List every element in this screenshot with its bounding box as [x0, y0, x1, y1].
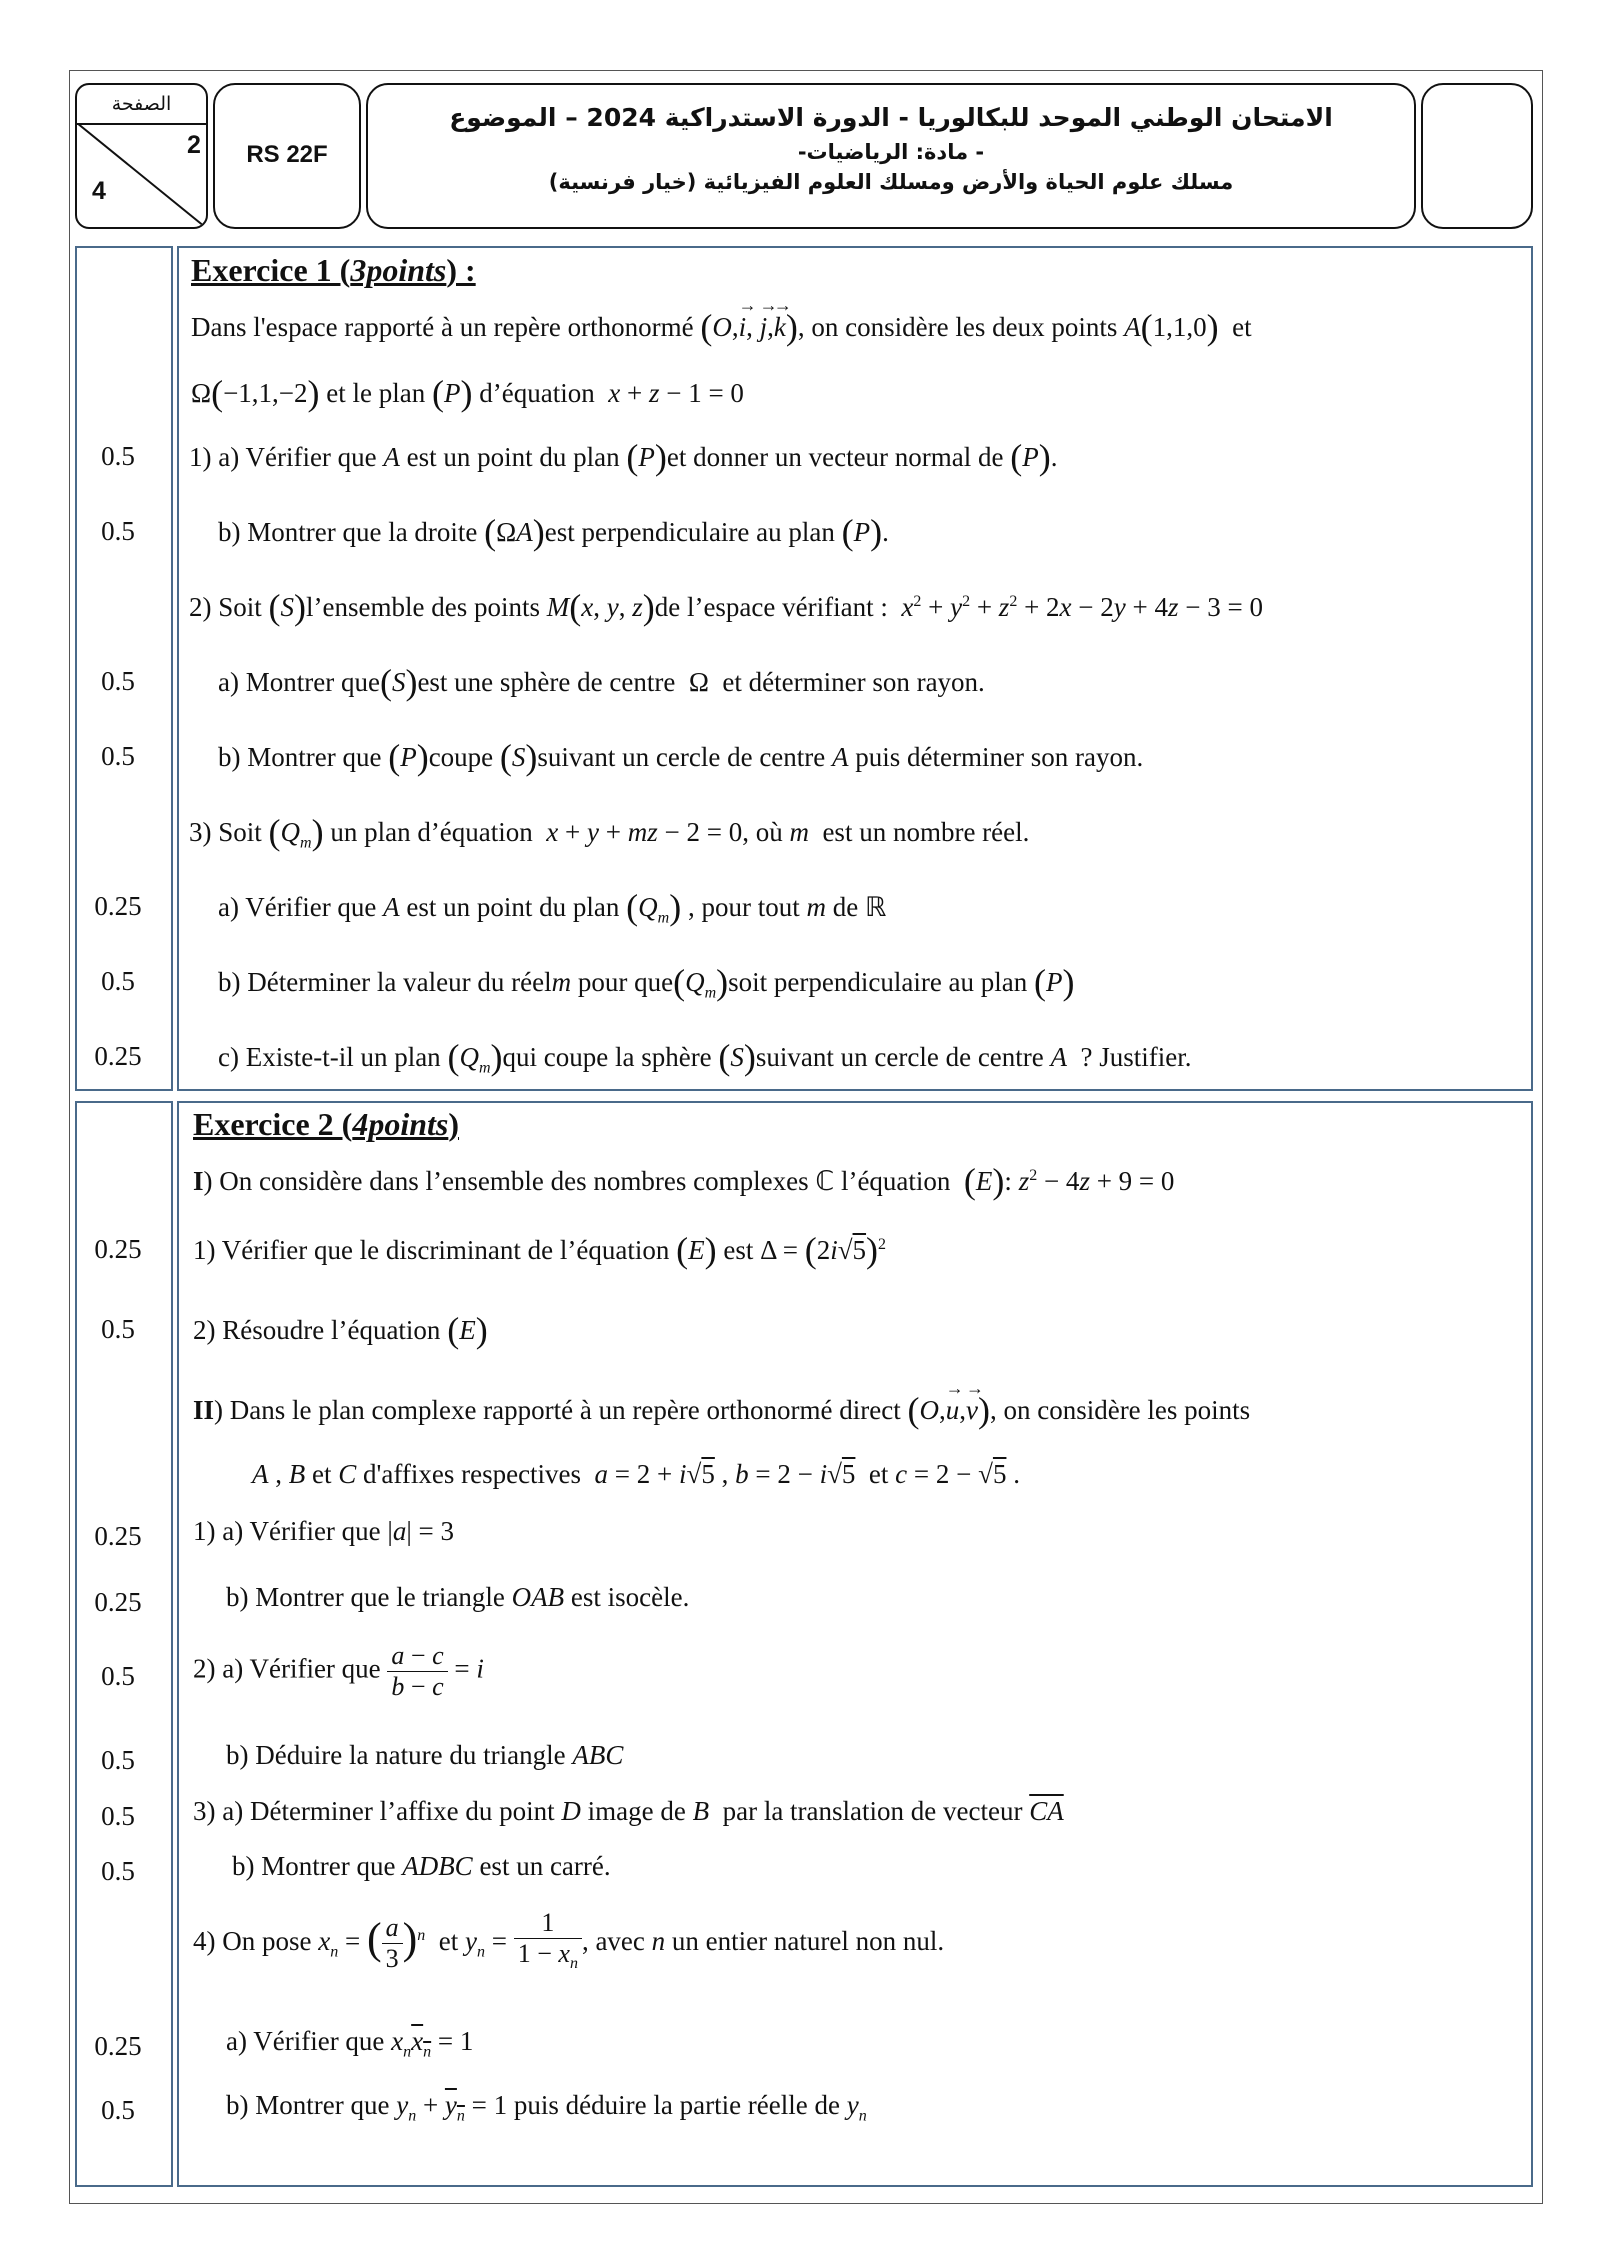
ex1-q1b: b) Montrer que la droite (ΩA)est perpendiculaire au plan (P). [218, 512, 889, 552]
page-number-box [75, 83, 208, 229]
ex2-points-ii-q1b: 0.25 [94, 1587, 142, 1617]
ex1-q2: 2) Soit (S)l’ensemble des points M(x, y, z)de l’espace vérifiant : $x^2 + y^2 + z^2 + 2x - 2y + 4z - 3 = 0$ [189, 587, 1263, 627]
ex2-title: Exercice 2 (4points) [193, 1106, 460, 1142]
ex2-points-ii-q4b: 0.5 [101, 2095, 135, 2125]
ex2-q4: 4) On pose $x_n$ = ( $\frac{a}{3}$ )$^n$ et $y_n$ = $\frac{1}{1 - x_n}$ , avec n un entier naturel non nul. [193, 1908, 945, 1974]
ex1-points-q3b: 0.5 [101, 966, 135, 996]
ex2-q3b: b) Montrer que ADBC est un carré. [232, 1851, 611, 1881]
exam-subject: - مادة: الرياضيات- [797, 140, 985, 164]
ex2-q4a: a) Vérifier que $x_nx_n = 1$ [226, 2026, 474, 2061]
page-label: الصفحة [77, 85, 206, 125]
ex2-part1-intro: I) On considère dans l’ensemble des nombres complexes ℂ l’équation (E): $z^2 - 4z + 9 = 0$ [193, 1161, 1175, 1201]
ex2-points-ii-q2b: 0.5 [101, 1745, 135, 1775]
ex2-q4b: b) Montrer que $y_n + y_n = 1$ puis déduire la partie réelle de $y_n$ [226, 2090, 867, 2125]
ex1-q3a: a) Vérifier que A est un point du plan $(Q_m)$ , pour tout m de ℝ [218, 887, 887, 927]
ex2-part2-intro: II) Dans le plan complexe rapporté à un repère orthonormé direct (O,→ u,→ v), on considère les points [193, 1389, 1250, 1431]
ex1-q1a: 1) a) Vérifier que A est un point du plan (P)et donner un vecteur normal de (P). [189, 437, 1058, 477]
ex2-q1b: b) Montrer que le triangle OAB est isocèle. [226, 1582, 690, 1612]
ex1-title: Exercice 1 (3points) : [191, 252, 476, 288]
ex1-points-q3a: 0.25 [94, 891, 142, 921]
ex2-points-q1: 0.25 [94, 1234, 142, 1264]
ex2-q2a: 2) a) Vérifier que $\frac{a - c}{b - c}$ = i [193, 1641, 484, 1701]
ex1-points-q3c: 0.25 [94, 1041, 142, 1071]
ex1-points-q2b: 0.5 [101, 741, 135, 771]
ex2-q1a: 1) a) Vérifier que |a| = 3 [193, 1516, 454, 1546]
ex2-points-q2: 0.5 [101, 1314, 135, 1344]
ex2-q1: 1) Vérifier que le discriminant de l’équation (E) est $\Delta = (2i√5)^2$ [193, 1230, 887, 1270]
ex2-points-ii-q3a: 0.5 [101, 1801, 135, 1831]
ex2-points-ii-q2a: 0.5 [101, 1661, 135, 1691]
ex1-q2b: b) Montrer que (P)coupe (S)suivant un cercle de centre A puis déterminer son rayon. [218, 737, 1144, 777]
ex1-q3c: c) Existe-t-il un plan $(Q_m)qui$ coupe la sphère (S)suivant un cercle de centre A ? Justifier. [218, 1037, 1192, 1077]
page-current: 2 [187, 131, 201, 159]
exam-code: RS 22F [213, 83, 361, 229]
ex1-q2a: a) Montrer que(S)est une sphère de centre Ω et déterminer son rayon. [218, 662, 985, 702]
ex1-intro-line2: Ω(−1,1,−2) et le plan (P) d’équation x + z − 1 = 0 [191, 373, 744, 413]
ex1-points-q1a: 0.5 [101, 441, 135, 471]
ex1-points-q2a: 0.5 [101, 666, 135, 696]
ex1-q3b: b) Déterminer la valeur du réelm pour $que(Q_m)soit$ perpendiculaire au plan (P) [218, 962, 1075, 1002]
exam-track: مسلك علوم الحياة والأرض ومسلك العلوم الفيزيائية (خيار فرنسية) [548, 170, 1234, 194]
ex1-intro-line1: Dans l'espace rapporté à un repère orthonormé (O,→ i, → j,→ k), on considère les deux points A(1,1,0) et [191, 306, 1252, 348]
ex2-q2b: b) Déduire la nature du triangle ABC [226, 1740, 624, 1770]
header-empty-box [1421, 83, 1533, 229]
ex1-points-q1b: 0.5 [101, 516, 135, 546]
exam-title-box [366, 83, 1416, 229]
ex1-q3: 3) Soit $(Q_m)$ un plan d’équation x + y + mz − 2 = 0, où m est un nombre réel. [189, 812, 1030, 852]
page-total: 4 [92, 177, 106, 205]
ex2-points-ii-q3b: 0.5 [101, 1856, 135, 1886]
exam-title: الامتحان الوطني الموحد للبكالوريا - الدورة الاستدراكية 2024 – الموضوع [449, 103, 1333, 132]
ex2-points-ii-q4a: 0.25 [94, 2031, 142, 2061]
ex2-part2-points: A , B et C d'affixes respectives a = 2 + i√5 , b = 2 − i√5 et c = 2 − √5 . [252, 1459, 1020, 1489]
ex2-q2: 2) Résoudre l’équation (E) [193, 1310, 488, 1350]
ex2-q3a: 3) a) Déterminer l’affixe du point D image de B par la translation de vecteur $\overline{CA}$ [193, 1796, 1064, 1826]
ex2-points-ii-q1a: 0.25 [94, 1521, 142, 1551]
